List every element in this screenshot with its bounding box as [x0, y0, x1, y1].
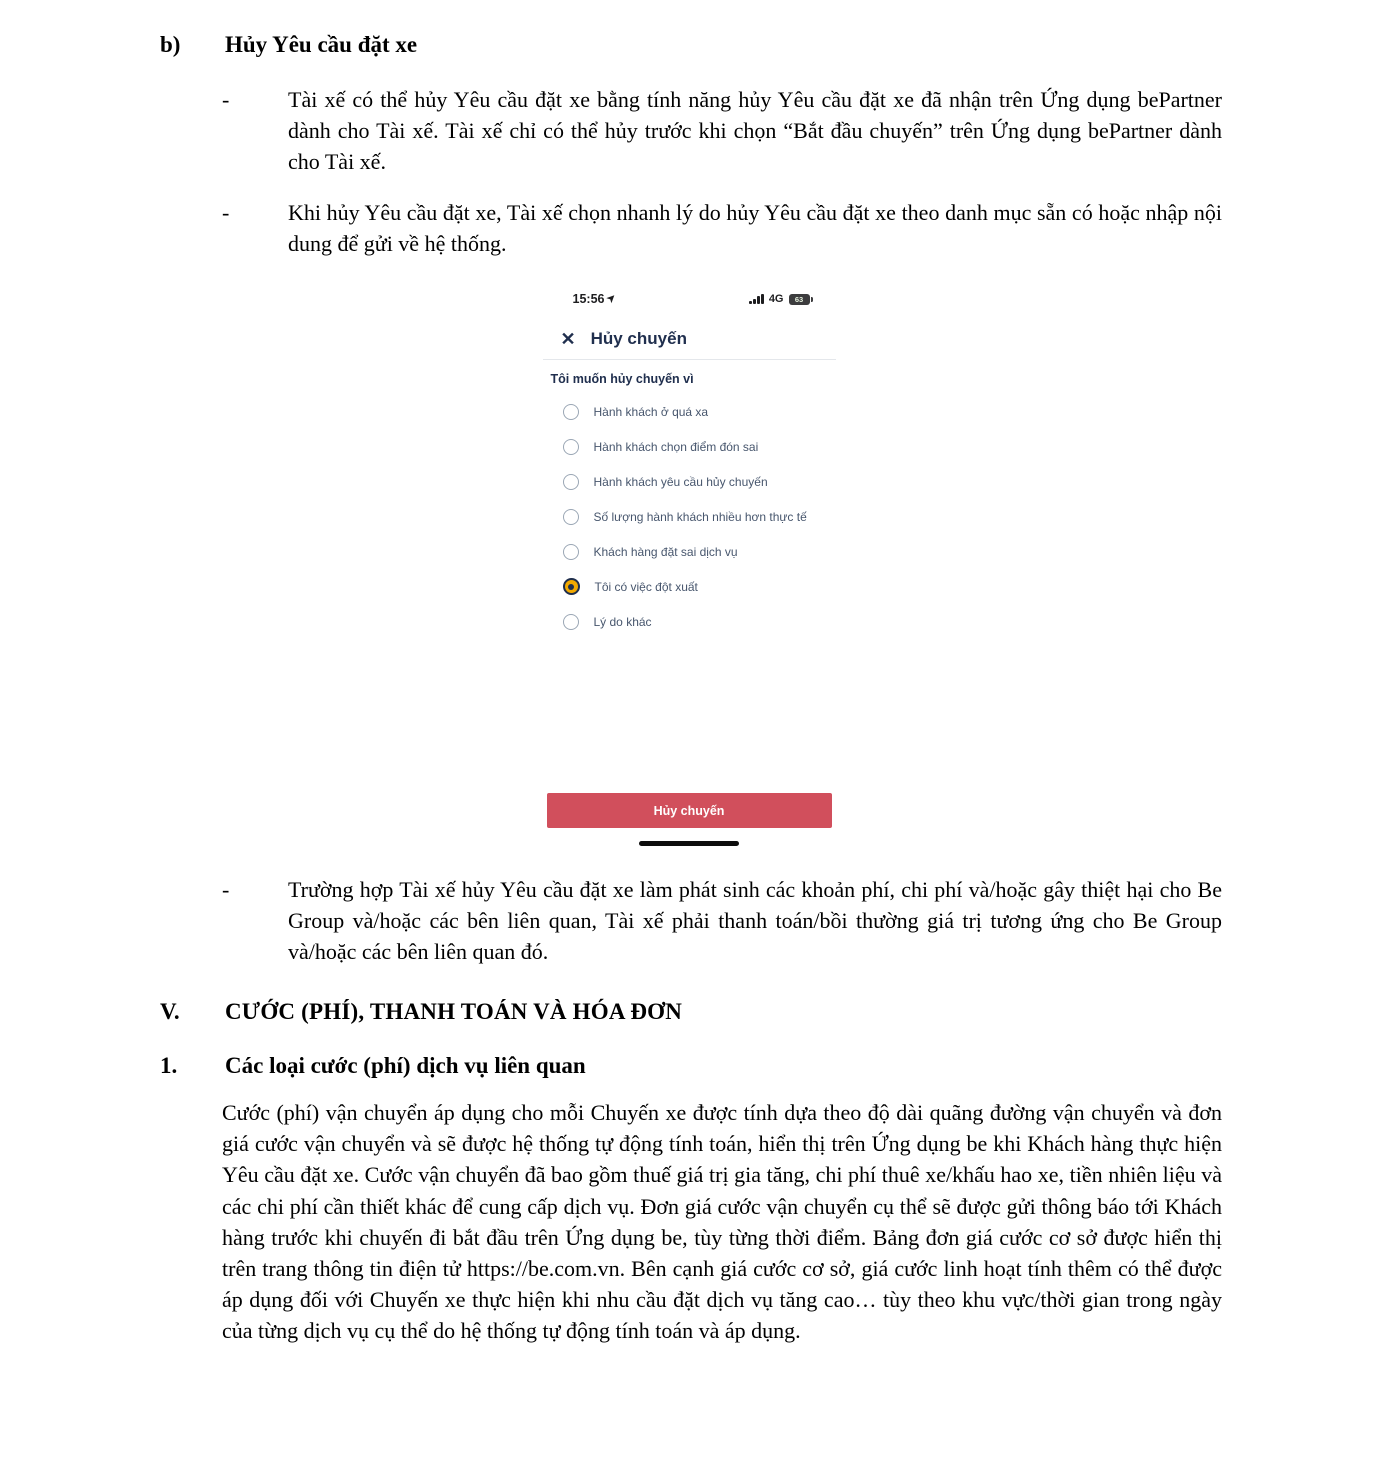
signal-strength-icon [749, 294, 764, 305]
reason-option-label: Lý do khác [593, 614, 652, 629]
reason-option[interactable] [543, 499, 836, 534]
reason-option[interactable] [543, 604, 836, 639]
status-left [572, 291, 620, 306]
question-label: Tôi muốn hủy chuyến vì [550, 372, 694, 386]
reason-option[interactable] [543, 429, 836, 464]
reason-option-selected[interactable] [543, 569, 836, 604]
radio-icon[interactable] [563, 509, 579, 525]
bullet-item [222, 84, 1222, 177]
spacer [543, 639, 836, 793]
reason-option-label: Khách hàng đặt sai dịch vụ [593, 544, 738, 559]
bullet-marker: - [222, 87, 230, 112]
radio-icon[interactable] [563, 474, 579, 490]
radio-icon[interactable] [563, 614, 579, 630]
status-right [749, 293, 810, 305]
bullet-marker: - [222, 200, 230, 225]
reason-option[interactable] [543, 394, 836, 429]
location-arrow-icon: ➤ [605, 291, 620, 306]
screen-title: Hủy chuyến [590, 329, 687, 348]
reason-option-label: Hành khách yêu cầu hủy chuyến [593, 474, 768, 489]
section-b-label: b) [160, 32, 181, 57]
home-indicator [639, 841, 739, 846]
cancel-trip-button[interactable]: Hủy chuyến [547, 793, 832, 828]
bullet-text: Khi hủy Yêu cầu đặt xe, Tài xế chọn nhanh lý do hủy Yêu cầu đặt xe theo danh mục sẵn có hoặc nhập nội dung để gửi về hệ thống. [288, 200, 1222, 256]
radio-icon[interactable] [563, 544, 579, 560]
reason-option-label: Số lượng hành khách nhiều hơn thực tế [593, 509, 807, 524]
section-1-label: 1. [160, 1053, 178, 1078]
screen-header [543, 327, 836, 351]
close-icon[interactable]: ✕ [560, 329, 576, 349]
network-type-label: 4G [768, 293, 784, 305]
section-b-title: Hủy Yêu cầu đặt xe [225, 32, 418, 57]
divider [543, 359, 836, 360]
battery-level: 63 [794, 294, 804, 304]
radio-selected-icon[interactable] [563, 578, 580, 595]
bullet-item [222, 197, 1222, 259]
reason-option[interactable] [543, 534, 836, 569]
radio-icon[interactable] [563, 404, 579, 420]
radio-icon[interactable] [563, 439, 579, 455]
status-time: 15:56 [572, 292, 605, 306]
reason-option-list [543, 394, 836, 639]
bullet-marker: - [222, 877, 230, 902]
reason-option[interactable] [543, 464, 836, 499]
section-b-heading [160, 30, 1378, 60]
bullet-item [222, 874, 1222, 967]
status-bar [543, 283, 836, 307]
reason-option-label: Hành khách chọn điểm đón sai [593, 439, 759, 454]
phone-screenshot [543, 283, 836, 850]
body-paragraph: Cước (phí) vận chuyển áp dụng cho mỗi Chuyến xe được tính dựa theo độ dài quãng đường vận chuyển và đơn giá cước vận chuyển và sẽ được hệ thống tự động tính toán, hiển thị trên Ứng dụng be khi Khách hàng thực hiện Yêu cầu đặt xe. Cước vận chuyển đã bao gồm thuế giá trị gia tăng, chi phí thuê xe/khấu hao xe, tiền nhiên liệu và các chi phí cần thiết khác để cung cấp dịch vụ. Đơn giá cước vận chuyển cụ thể sẽ được gửi thông báo tới Khách hàng trước khi chuyến đi bắt đầu trên Ứng dụng be, tùy từng thời điểm. Bảng đơn giá cước cơ sở được hiển thị trên trang thông tin điện tử https://be.com.vn. Bên cạnh giá cước cơ sở, giá cước linh hoạt tính thêm có thể được áp dụng đối với Chuyến xe thực hiện khi nhu cầu đặt dịch vụ tăng cao… tùy theo khu vực/thời gian trong ngày của từng dịch vụ cụ thể do hệ thống tự động tính toán và áp dụng. [222, 1100, 1222, 1344]
section-v-heading [160, 997, 1378, 1027]
bullet-text: Trường hợp Tài xế hủy Yêu cầu đặt xe làm phát sinh các khoản phí, chi phí và/hoặc gây thiệt hại cho Be Group và/hoặc các bên liên quan, Tài xế phải thanh toán/bồi thường giá trị tương ứng cho Be Group và/hoặc các bên liên quan đó. [288, 877, 1222, 964]
section-1-heading [160, 1051, 1378, 1081]
section-v-label: V. [160, 999, 180, 1024]
reason-option-label: Hành khách ở quá xa [593, 404, 709, 419]
battery-icon [789, 294, 810, 305]
section-v-title: CƯỚC (PHÍ), THANH TOÁN VÀ HÓA ĐƠN [225, 999, 683, 1024]
reason-option-label: Tôi có việc đột xuất [594, 579, 698, 594]
section-1-title: Các loại cước (phí) dịch vụ liên quan [225, 1053, 586, 1078]
bullet-text: Tài xế có thể hủy Yêu cầu đặt xe bằng tính năng hủy Yêu cầu đặt xe đã nhận trên Ứng dụng bePartner dành cho Tài xế. Tài xế chỉ có thể hủy trước khi chọn “Bắt đầu chuyến” trên Ứng dụng bePartner dành cho Tài xế. [288, 87, 1222, 174]
